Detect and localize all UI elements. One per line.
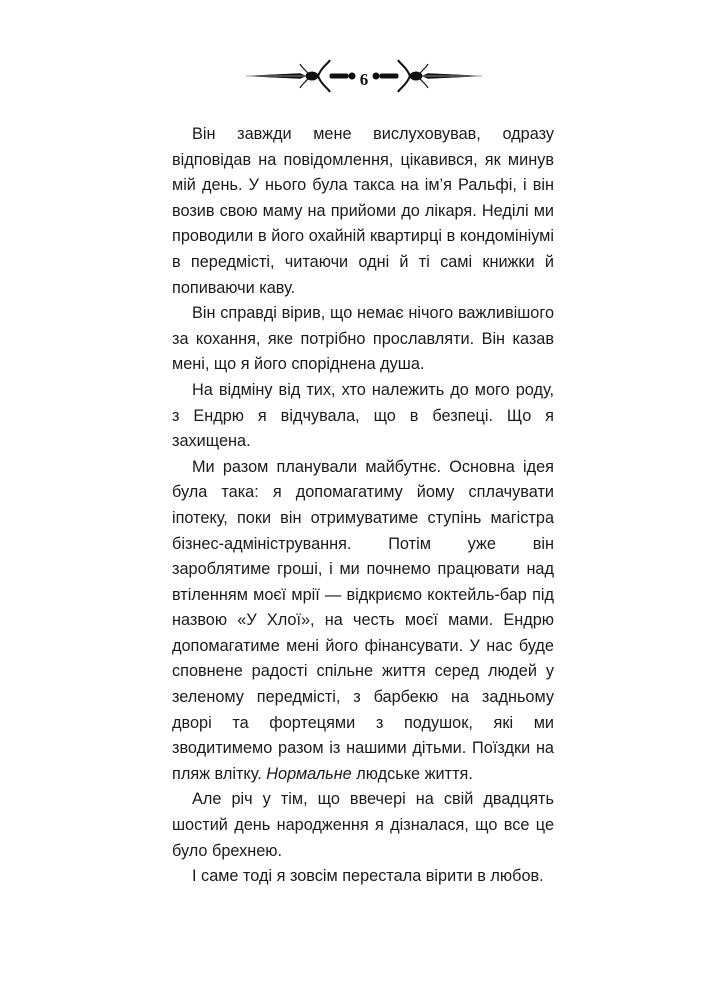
paragraph: І саме тоді я зовсім перестала вірити в любов. [192, 867, 544, 886]
paragraph: Але річ у тім, що ввечері на свій двадцять шостий день народження я дізналася, що все це було брехнею. [172, 790, 554, 860]
paragraph: На відміну від тих, хто належить до мого роду, з Ендрю я відчувала, що в безпеці. Що я захищена. [172, 380, 554, 451]
paragraph-text: Ми разом планували майбутнє. Основна ідея була така: я допомагатиму йому сплачувати іпотеку, поки він отримуватиме ступінь магістра бізнес-адміністрування. Потім уже він зароблятиме гроші, і ми почнемо працювати над втіленням моєї мрії — відкриємо коктейль-бар під назвою «У Хлої», на честь моєї мами. Ендрю допомагатиме мені його фінансувати. У нас буде сповнене радості спільне життя серед людей у зеленому передмісті, з барбекю на задньому дворі та фортецями з подушок, які ми зводитимемо разом із нашими дітьми. Поїздки на пляж влітку. [172, 457, 554, 783]
body-text [172, 122, 554, 890]
paragraph [172, 455, 554, 788]
paragraph: Він справді вірив, що немає нічого важливішого за кохання, яке потрібно прославляти. Він казав мені, що я його споріднена душа. [172, 304, 554, 374]
paragraph-text: людське життя. [351, 764, 473, 783]
paragraph: Він завжди мене вислуховував, одразу відповідав на повідомлення, цікавився, як минув мій день. У нього була такса на ім’я Ральфі, і він возив свою маму на прийоми до лікаря. Неділі ми проводили в його охайній квартирці в кондомініумі в передмісті, читаючи одні й ті самі книжки й попиваючи каву. [172, 125, 554, 297]
emphasized-word: Нормальне [266, 764, 352, 783]
page-number: 6 [359, 70, 369, 89]
